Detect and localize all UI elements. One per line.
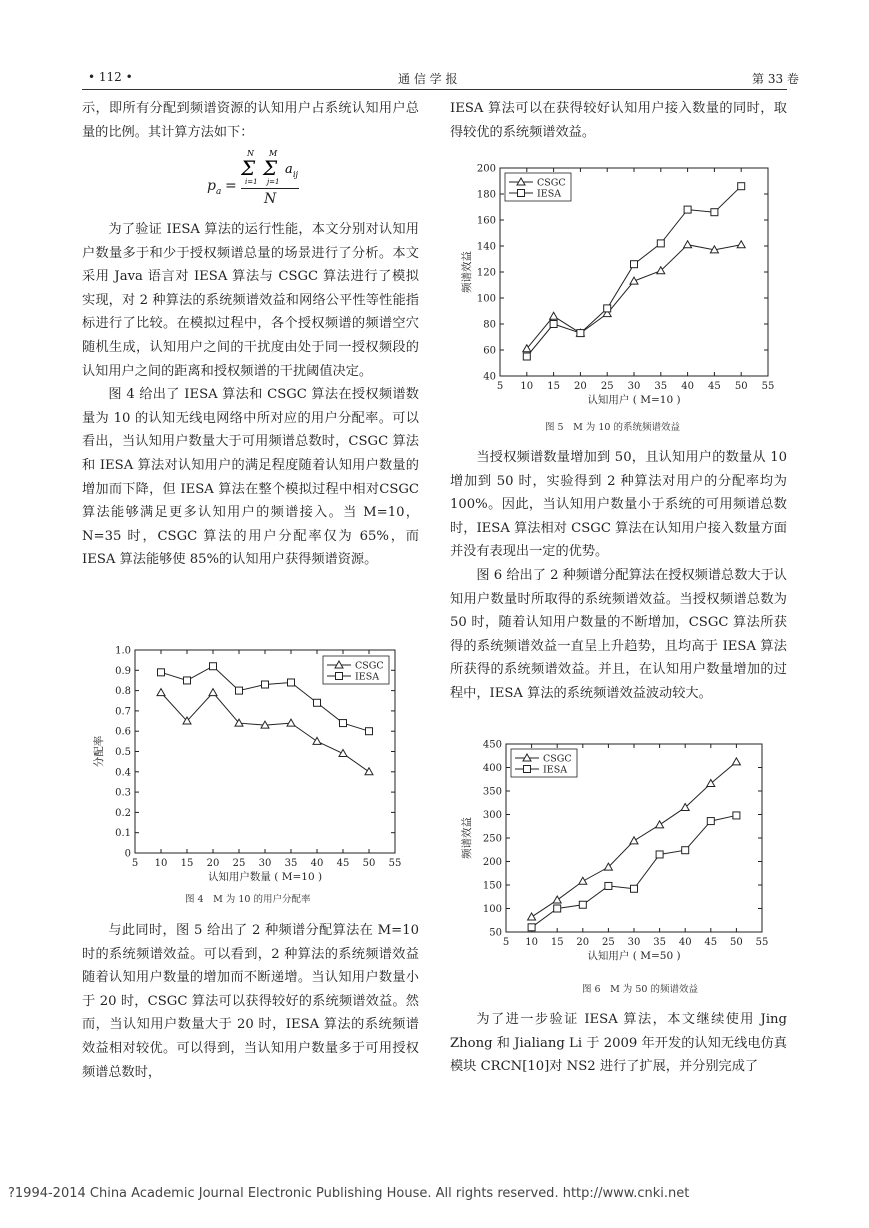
x-tick-label: 20	[206, 858, 220, 869]
svg-text:M: M	[269, 149, 278, 158]
x-tick-label: 55	[755, 937, 769, 948]
formula-denominator: N	[264, 191, 277, 207]
y-tick-label: 0.3	[115, 787, 131, 799]
x-tick-label: 40	[681, 381, 694, 392]
x-tick-label: 15	[180, 858, 194, 869]
x-tick-label: 35	[284, 858, 298, 869]
volume-label: 第 33 卷	[752, 72, 799, 86]
data-point-iesa	[733, 812, 740, 819]
y-tick-label: 200	[482, 857, 502, 868]
figure-5-caption: 图 5 M 为 10 的系统频谱效益	[545, 422, 680, 433]
svg-text:a: a	[285, 162, 293, 177]
svg-text:Σ: Σ	[241, 156, 256, 180]
y-axis-label: 频谱效益	[461, 251, 473, 293]
paragraph: IESA 算法可以在获得较好认知用户接入数量的同时，取得较优的系统频谱效益。	[450, 101, 787, 140]
data-point-iesa	[210, 663, 217, 670]
y-tick-label: 50	[489, 927, 502, 939]
data-point-iesa	[262, 681, 269, 688]
data-point-iesa	[523, 353, 530, 360]
x-tick-label: 45	[336, 858, 350, 869]
paragraph: 图 6 给出了 2 种频谱分配算法在授权频谱总数大于认知用户数量时所取得的系统频谱效益。当授权频谱总数为 50 时，随着认知用户数量的不断增加，CSGC 算法所获得的系统频谱效益一直呈上升趋势，且均高于 IESA 算法所获得的系统频谱效益。并且，在认知用户数量增加的过程中，IESA 算法的系统频谱效益波动较大。	[450, 567, 787, 701]
x-tick-label: 10	[525, 937, 538, 948]
right-column-bottom	[450, 1008, 787, 1079]
y-axis-label: 频谱效益	[461, 817, 473, 859]
paragraph: 图 4 给出了 IESA 算法和 CSGC 算法在授权频谱数量为 10 的认知无线电网络中所对应的用户分配率。可以看出，当认知用户数量大于可用频谱总数时，CSGC 算法和 IESA 算法对认知用户的满足程度随着认知用户数量的增加而下降，但 IESA 算法在整个模拟过程中相对CSGC算法能够满足更多认知用户的频谱接入。当 M=10，N=35 时，CSGC 算法的用户分配率仅为 65%，而 IESA 算法能够使 85%的认知用户获得频谱资源。	[82, 387, 419, 568]
data-point-iesa	[579, 901, 586, 908]
x-tick-label: 15	[547, 381, 560, 392]
y-tick-label: 0.1	[115, 828, 131, 840]
x-tick-label: 20	[574, 381, 587, 392]
data-point-iesa	[366, 728, 373, 735]
x-axis-label: 认知用户 ( M=50 )	[587, 950, 681, 962]
data-point-iesa	[340, 720, 347, 727]
formula-lhs: $p_a$	[207, 178, 222, 197]
data-point-iesa	[314, 699, 321, 706]
legend-label-iesa: IESA	[355, 671, 380, 683]
x-tick-label: 25	[602, 937, 615, 948]
left-column-body	[82, 218, 419, 572]
y-tick-label: 120	[476, 267, 496, 279]
y-tick-label: 0.8	[115, 686, 131, 698]
x-tick-label: 45	[704, 937, 718, 948]
x-axis-label: 认知用户数量 ( M=10 )	[207, 871, 323, 883]
data-point-iesa	[236, 687, 243, 694]
y-tick-label: 150	[482, 880, 502, 892]
x-tick-label: 35	[654, 381, 668, 392]
x-tick-label: 10	[520, 381, 534, 392]
paragraph: 示，即所有分配到频谱资源的认知用户占系统认知用户总量的比例。其计算方法如下：	[82, 101, 419, 140]
paragraph: 当授权频谱数量增加到 50，且认知用户的数量从 10 增加到 50 时，实验得到 2 种算法对用户的分配率均为 100%。因此，当认知用户数量小于系统的可用频谱总数时，IESA 算法相对 CSGC 算法在认知用户接入数量方面并没有表现出一定的优势。	[450, 450, 787, 560]
y-tick-label: 0.4	[115, 767, 131, 779]
figure-6-caption: 图 6 M 为 50 的频谱效益	[582, 984, 698, 995]
paragraph: 为了进一步验证 IESA 算法，本文继续使用 Jing Zhong 和 Jialiang Li 于 2009 年开发的认知无线电仿真模块 CRCN[10]对 NS2 进行了扩展，并分别完成了	[450, 1012, 787, 1075]
y-tick-label: 300	[482, 810, 502, 821]
x-tick-label: 50	[730, 937, 743, 948]
y-tick-label: 400	[482, 763, 502, 774]
y-tick-label: 140	[476, 241, 496, 253]
x-axis-label: 认知用户 ( M=10 )	[587, 394, 681, 406]
x-tick-label: 50	[734, 381, 748, 392]
y-axis-label: 分配率	[93, 735, 105, 768]
data-point-iesa	[604, 305, 611, 312]
copyright-footer: ?1994-2014 China Academic Journal Electronic Publishing House. All rights reserved. http://www.cnki.net	[8, 1186, 690, 1201]
legend-marker-iesa	[518, 190, 525, 197]
data-point-iesa	[554, 905, 561, 912]
y-tick-label: 160	[476, 215, 496, 227]
y-tick-label: 40	[483, 371, 496, 383]
page-number: • 112 •	[88, 70, 133, 84]
data-point-csgc	[732, 758, 740, 765]
formula	[205, 146, 345, 216]
figure-6-chart	[458, 736, 783, 976]
x-tick-label: 45	[708, 381, 721, 392]
data-point-iesa	[711, 209, 718, 216]
x-tick-label: 55	[388, 858, 402, 869]
data-point-csgc	[339, 750, 347, 757]
x-tick-label: 10	[154, 858, 168, 869]
svg-text:ij: ij	[293, 170, 299, 179]
x-tick-label: 30	[258, 858, 272, 869]
header-rule	[82, 89, 787, 90]
y-tick-label: 80	[483, 319, 496, 331]
journal-title: 通 信 学 报	[398, 72, 458, 86]
x-tick-label: 30	[627, 937, 641, 948]
svg-text:i=1: i=1	[245, 178, 258, 186]
data-point-csgc	[630, 277, 638, 284]
formula-bar	[241, 188, 299, 189]
right-column-middle	[450, 446, 787, 706]
legend-marker-iesa	[524, 766, 531, 773]
data-point-csgc	[528, 913, 536, 920]
left-column-bottom	[82, 919, 419, 1084]
data-point-iesa	[738, 183, 745, 190]
data-point-csgc	[656, 821, 664, 828]
y-tick-label: 200	[476, 163, 496, 175]
figure-4-chart	[90, 640, 415, 885]
data-point-csgc	[579, 877, 587, 884]
y-tick-label: 0.7	[115, 706, 131, 718]
x-tick-label: 15	[550, 937, 564, 948]
x-tick-label: 5	[496, 381, 504, 392]
data-point-csgc	[209, 689, 217, 696]
x-tick-label: 20	[576, 937, 590, 948]
data-point-csgc	[287, 719, 295, 726]
x-tick-label: 5	[502, 937, 510, 948]
data-point-iesa	[656, 851, 663, 858]
y-tick-label: 250	[482, 833, 502, 845]
legend-label-iesa: IESA	[543, 764, 568, 776]
x-tick-label: 25	[600, 381, 614, 392]
paragraph: 为了验证 IESA 算法的运行性能，本文分别对认知用户数量多于和少于授权频谱总量的场景进行了分析。本文采用 Java 语言对 IESA 算法与 CSGC 算法进行了模拟实现，对 2 种算法的系统频谱效益和网络公平性等性能指标进行了比较。在模拟过程中，各个授权频谱的频谱空穴随机生成，认知用户之间的干扰度由处于同一授权频段的认知用户之间的距离和授权频谱的干扰阈值决定。	[82, 222, 419, 379]
data-point-iesa	[631, 261, 638, 268]
y-tick-label: 0	[124, 848, 131, 860]
x-tick-label: 30	[627, 381, 641, 392]
right-column-top	[450, 97, 787, 144]
data-point-iesa	[577, 330, 584, 337]
series-line-csgc	[161, 693, 369, 772]
data-point-iesa	[605, 882, 612, 889]
data-point-iesa	[528, 924, 535, 931]
paragraph: 与此同时，图 5 给出了 2 种频谱分配算法在 M=10 时的系统频谱效益。可以看到，2 种算法的系统频谱效益随着认知用户数量的增加而不断递增。当认知用户数量小于 20 时，CSGC 算法可以获得较好的系统频谱效益。然而，当认知用户数量大于 20 时，IESA 算法的系统频谱效益相对较优。可以得到，当认知用户数量多于可用授权频谱总数时，	[82, 923, 419, 1080]
data-point-iesa	[288, 679, 295, 686]
y-tick-label: 0.2	[115, 807, 131, 819]
data-point-iesa	[631, 885, 638, 892]
data-point-iesa	[682, 847, 689, 854]
y-tick-label: 0.5	[115, 747, 131, 758]
legend-label-iesa: IESA	[537, 188, 562, 200]
data-point-csgc	[630, 837, 638, 844]
legend-label-csgc: CSGC	[543, 753, 572, 765]
y-tick-label: 60	[483, 345, 496, 357]
data-point-iesa	[684, 206, 691, 213]
data-point-csgc	[313, 737, 321, 744]
x-tick-label: 40	[678, 937, 692, 948]
legend-label-csgc: CSGC	[355, 660, 384, 672]
figure-5-chart	[458, 158, 783, 413]
y-tick-label: 1.0	[115, 645, 131, 657]
y-tick-label: 0.6	[115, 726, 131, 738]
data-point-csgc	[157, 689, 165, 696]
svg-text:N: N	[247, 149, 254, 158]
data-point-csgc	[550, 312, 558, 319]
x-tick-label: 25	[232, 858, 246, 869]
data-point-iesa	[657, 240, 664, 247]
x-tick-label: 50	[362, 858, 376, 869]
legend-marker-iesa	[336, 673, 343, 680]
formula-equals: =	[225, 178, 237, 194]
data-point-iesa	[707, 818, 714, 825]
y-tick-label: 100	[482, 904, 502, 915]
svg-text:j=1: j=1	[267, 178, 280, 186]
legend-label-csgc: CSGC	[537, 177, 566, 189]
x-tick-label: 35	[653, 937, 666, 948]
y-tick-label: 450	[482, 739, 502, 751]
left-column-top	[82, 97, 419, 144]
figure-4-caption: 图 4 M 为 10 的用户分配率	[185, 894, 311, 905]
data-point-csgc	[684, 241, 692, 248]
data-point-iesa	[184, 677, 191, 684]
series-line-iesa	[527, 186, 741, 356]
series-line-iesa	[532, 815, 737, 927]
x-tick-label: 5	[131, 858, 139, 869]
data-point-iesa	[550, 321, 557, 328]
formula-numerator	[241, 146, 331, 189]
x-tick-label: 55	[761, 381, 775, 392]
y-tick-label: 180	[476, 189, 496, 201]
y-tick-label: 350	[482, 786, 502, 798]
data-point-csgc	[737, 241, 745, 248]
data-point-csgc	[365, 768, 373, 775]
y-tick-label: 0.9	[115, 665, 131, 677]
x-tick-label: 40	[310, 858, 324, 869]
y-tick-label: 100	[476, 293, 496, 305]
svg-text:Σ: Σ	[263, 156, 278, 180]
data-point-iesa	[158, 669, 165, 676]
data-point-csgc	[553, 896, 561, 903]
